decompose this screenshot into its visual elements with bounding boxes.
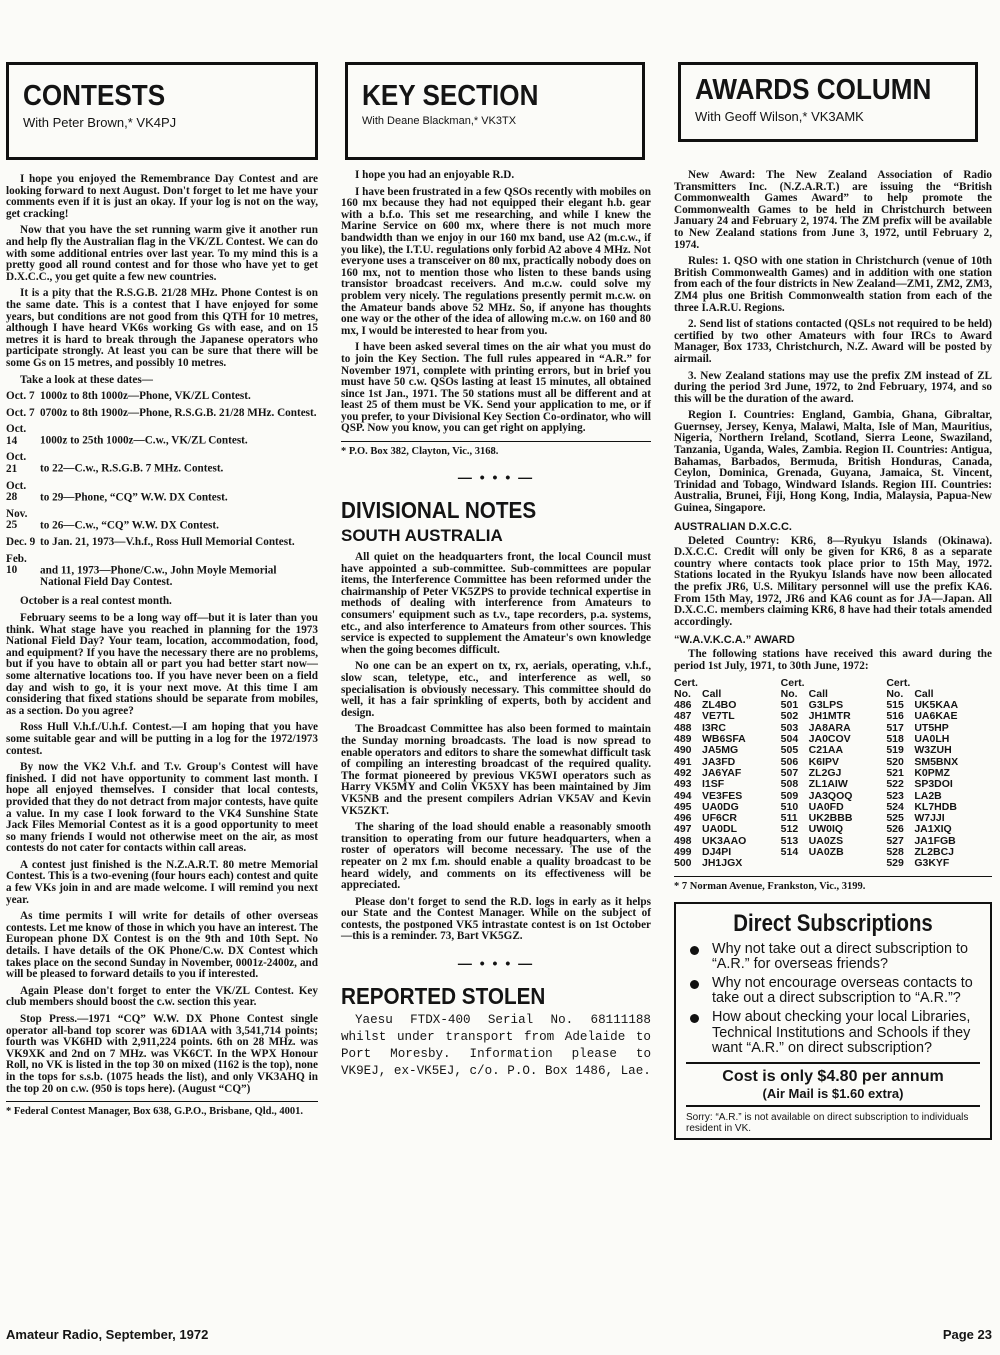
table-row: 499 DJ4PI 514 UA0ZB 528 ZL2BCJ	[674, 846, 955, 859]
page-footer	[6, 1327, 992, 1342]
separator: — • • • —	[457, 955, 535, 972]
table-row: 486 ZL4BO 501 G3LPS 515 UK5KAA	[674, 699, 959, 712]
list-item: Why not encourage overseas contacts to take out a direct subscription to “A.R.”?	[686, 976, 980, 1006]
key-header-box	[345, 62, 645, 160]
paragraph: The following stations have received this award during the period 1st July, 1971, to 30th June, 1972:	[674, 648, 992, 672]
table-row: 490 JA5MG 505 C21AA 519 W3ZUH	[674, 744, 952, 757]
paragraph: I hope you enjoyed the Remembrance Day Contest and are looking forward to next August. Don't forget to let me have your comments even if it is just an okay. If your log is not on the way, get cracking!	[6, 173, 318, 220]
stolen-title: REPORTED STOLEN	[341, 983, 546, 1010]
cert-table	[674, 678, 992, 870]
table-row: 488 I3RC 503 JA8ARA 517 UT5HP	[674, 721, 949, 734]
date-entry: Oct. 7 1000z to 8th 1000z—Phone, VK/ZL Contest.	[6, 390, 251, 403]
middle-column	[341, 62, 651, 1085]
date-entry: Nov. 25 to 26—C.w., “CQ” W.W. DX Contest.	[6, 507, 219, 532]
divisional-subtitle: SOUTH AUSTRALIA	[341, 526, 503, 546]
contests-footnote: * Federal Contest Manager, Box 638, G.P.O., Brisbane, Qld., 4001.	[6, 1101, 318, 1117]
awards-column	[674, 62, 992, 1140]
paragraph: No one can be an expert on tx, rx, aerials, operating, v.h.f., slow scan, teletype, etc., and interference as well, so specialisation is obviously necessary. This committee should do well, it has a fair sprinkling of experts, both by accident and design.	[341, 660, 651, 719]
page-number: Page 23	[942, 1327, 992, 1342]
separator: — • • • —	[457, 469, 535, 486]
table-row: 487 VE7TL 502 JH1MTR 516 UA6KAE	[674, 710, 958, 723]
date-entry: Oct. 21 to 22—C.w., R.S.G.B. 7 MHz. Contest.	[6, 451, 224, 476]
table-row: 494 VE3FES 509 JA3QOQ 523 LA2B	[674, 789, 942, 802]
paragraph: February seems to be a long way off—but it is later than you think. What stage have you reached in planning for the 1973 National Field Day? Your team, location, accommodation, food, and equipment? If you have the necessary there are no problems, but if you have to obtain all or part you had better start now—some alternative locations too. If you have never been on a field day and wish to go, it is your next move. At this time I am considering that fixed stations should be separate from mobiles, as a section. Do you agree?	[6, 612, 318, 717]
sorry-text: Sorry: “A.R.” is not available on direct subscription to individuals resident in VK.	[686, 1112, 969, 1135]
bullet-icon	[690, 946, 699, 955]
table-row: 493 I1SF 508 ZL1AIW 522 SP3DOI	[674, 778, 953, 791]
paragraph: New Award: The New Zealand Association of Radio Transmitters Inc. (N.Z.A.R.T.) are issuing the “British Commonwealth Games Award” to help promote the Commonwealth Games to be held in Christchurch between January 24 and February 2, 1974. The ZM prefix will be available to New Zealand stations from June 3, 1972, until February 2, 1974.	[674, 169, 992, 251]
stolen-text: Yaesu FTDX-400 Serial No. 68111188 whilst under transport from Adelaide to Port Moresby. Information please to VK9EJ, ex-VK5EJ, c/o. P.O. Box 1486, Lae.	[341, 1013, 651, 1079]
paragraph: I have been asked several times on the air what you must do to join the Key Section. The full rules appeared in “A.R.” for November 1971, complete with printing errors, but in brief you must have 50 c.w. QSOs lasting at least 15 minutes, all obtained since 1st Jan., 1971. The 50 stations must all be different and at least 25 of them must be VK. Send your application to me, or if you prefer, to your Divisional Key Section Co-ordinator, who will QSP. Now you know, you can get right on applying.	[341, 341, 651, 435]
bullet-icon	[690, 980, 699, 989]
paragraph: By now the VK2 V.h.f. and T.v. Group's Contest will have finished. I did not have opportunity to comment last month. I hope all enjoyed themselves. I consider that local contests, provided that they do not detract from major contests, have quite a value. In my case I look forward to the VK4 Sunshine State Jack Files Memorial Contest as it is a good opportunity to meet so many friends I would not otherwise meet on the air, as most contests do not cater for contacts within call areas.	[6, 761, 318, 855]
wavkca-heading: “W.A.V.K.C.A.” AWARD	[674, 634, 795, 647]
dxcc-heading: AUSTRALIAN D.X.C.C.	[674, 520, 792, 533]
paragraph: Region I. Countries: England, Gambia, Ghana, Gibraltar, Guernsey, Jersey, Kenya, Malawi, Malta, Isle of Man, Mauritius, Nigeria, Northern Ireland, Scotland, Sierra Leone, Swaziland, Tanzania, Uganda, Wales, Zambia. Region II. Countries: Antigua, Bahamas, Barbados, Bermuda, British Honduras, Canada, Ceylon, Dominica, Grenada, Guyana, Jamaica, St. Vincent, Trinidad and Tobago, Windward Islands. Region III. Countries: Australia, Brunei, Fiji, Hong Kong, India, Malaysia, Papua-New Guinea, Singapore.	[674, 409, 992, 515]
paragraph: A contest just finished is the N.Z.A.R.T. 80 metre Memorial Contest. This is a two-evening (four hours each) contest and quite a few VKs join in and are made welcome. I will remind you next year.	[6, 858, 318, 906]
table-row: 500 JH1JGX 529 G3KYF	[674, 857, 950, 870]
awards-footnote: * 7 Norman Avenue, Frankston, Vic., 3199.	[674, 876, 992, 892]
paragraph: Take a look at these dates—	[20, 373, 153, 386]
subscriptions-box	[674, 902, 992, 1140]
date-entry: Oct. 7 0700z to 8th 1900z—Phone, R.S.G.B. 21/28 MHz. Contest.	[6, 406, 317, 419]
paragraph: Please don't forget to send the R.D. logs in early as it helps our State and the Contest Manager. While on the subject of contests, the postponed VK5 intrastate contest is on 1st October—this is a reminder. 73, Bart VK5GZ.	[341, 895, 651, 943]
awards-byline: With Geoff Wilson,* VK3AMK	[695, 109, 864, 124]
list-item: Why not take out a direct subscription to “A.R.” for overseas friends?	[686, 942, 980, 972]
awards-title: AWARDS COLUMN	[695, 74, 932, 106]
paragraph: October is a real contest month.	[20, 595, 172, 608]
cost-box	[686, 1062, 980, 1107]
table-row: 496 UF6CR 511 UK2BBB 525 W7JJI	[674, 812, 945, 825]
paragraph: Again Please don't forget to enter the VK/ZL Contest. Key club members should boost the c.w. section this year.	[6, 984, 318, 1009]
date-entry: Oct. 14 1000z to 25th 1000z—C.w., VK/ZL Contest.	[6, 423, 248, 447]
key-title: KEY SECTION	[362, 80, 539, 112]
bullet-icon	[690, 1014, 699, 1023]
cost-text: Cost is only $4.80 per annum	[722, 1068, 944, 1086]
paragraph: As time permits I will write for details of other overseas contests. Let me know of those in which you have an interest. The European phone DX Contest is on the 9th and 10th Sept. No details. I have details of the OK Phone/C.w. DX Contest which takes place on the second Sunday in November, 0001z-2400z, and will be pleased to forward details to you if interested.	[6, 910, 318, 981]
paragraph: It is a pity that the R.S.G.B. 21/28 MHz. Phone Contest is on the same date. This is a contest that I have enjoyed for some years, but conditions are not good from this QTH for 10 metres, although I have heard VK6s working Gs with ease, and on 15 metres it is hard to break through the Japanese operators who participate strongly. At least you can be sure that there will be some Gs on 15 metres, and possibly 10 metres.	[6, 287, 318, 369]
paragraph: Stop Press.—1971 “CQ” W.W. DX Phone Contest single operator all-band top scorer was 6D1AA with 3,541,714 points; fourth was VK6HD with 2,911,224 points. 6th on 28 MHz. was VK9XK and 2nd on 7 MHz. was VK6CT. In the WPX Honour Roll, no VK is listed in the top 30 on mixed (1162 is the top), none in the tops for s.s.b. (1075 heads the list), and only VK3AHQ in the top 20 on c.w. (950 is tops here). (August “CQ”)	[6, 1013, 318, 1095]
paragraph: The Broadcast Committee has also been formed to maintain the Sunday morning broadcasts. The load is now spread to enable operators and editors to share the somewhat difficult task of compiling an interesting broadcast of the required quality. The format pioneered by previous VK5WI operators such as Harry VK5MY and Colin VK5XY has been maintained by Jim VK5NB and the present compilers Adrian VK5AV and Kevin VK5ZKT.	[341, 723, 651, 817]
subscriptions-title: Direct Subscriptions	[733, 909, 933, 937]
key-footnote: * P.O. Box 382, Clayton, Vic., 3168.	[341, 441, 651, 457]
table-header-row: No. Call No. Call No. Call	[674, 687, 934, 700]
key-byline: With Deane Blackman,* VK3TX	[362, 115, 517, 127]
contests-byline: With Peter Brown,* VK4PJ	[23, 115, 177, 130]
awards-header-box	[678, 62, 978, 142]
paragraph: The sharing of the load should enable a reasonably smooth transition to operating from our future headquarters, when a roster of operators will become necessary. The use of the repeater on 2 mx f.m. should enable a quality broadcast to be heard widely, and comments on its effectiveness will be appreciated.	[341, 821, 651, 892]
divisional-title: DIVISIONAL NOTES	[341, 497, 537, 524]
table-row: 489 WB6SFA 504 JA0COV 518 UA0LH	[674, 733, 950, 746]
footer-publication: Amateur Radio, September, 1972	[6, 1327, 209, 1342]
table-row: 498 UK3AAO 513 UA0ZS 527 JA1FGB	[674, 834, 956, 847]
table-header-row: Cert. Cert. Cert.	[674, 676, 911, 689]
contests-column	[6, 62, 318, 1117]
paragraph: Now that you have the set running warm give it another run and help fly the Australian flag in the VK/ZL Contest. We can do with some additional entries over last year. To my mind this is a pretty good all round contest and for those who have yet to get D.X.C.C., you get quite a few new countries.	[6, 224, 318, 283]
date-entry: Dec. 9 to Jan. 21, 1973—V.h.f., Ross Hull Memorial Contest.	[6, 536, 295, 549]
paragraph: Deleted Country: KR6, 8—Ryukyu Islands (Okinawa). D.X.C.C. Credit will only be given for KR6, 8 as a separate country where contacts took place prior to 15th May, 1972. Stations located in the Ryukyu Islands have now been allocated the prefix JR6, U.S. Military personnel will use the prefix KA6. From 15th May, 1972, JR6 and KA6 count as for JA—Japan. All D.X.C.C. members claiming KR6, 8 have had their totals amended accordingly.	[674, 534, 992, 628]
contests-title: CONTESTS	[23, 80, 166, 112]
date-entry: Oct. 28 to 29—Phone, “CQ” W.W. DX Contest.	[6, 479, 228, 504]
table-row: 491 JA3FD 506 K6IPV 520 SM5BNX	[674, 755, 959, 768]
paragraph: I have been frustrated in a few QSOs recently with mobiles on 160 mx because they had not equipped their elegant h.b. gear with a b.f.o. This set me researching, and while I knew the Marine Service on 600 mx, where there is not much more bandwidth than we enjoy in our 160 mx band, use A2 (m.c.w., if you like), the I.T.U. regulations only forbid A2 above 4 MHz. Not everyone uses a transceiver on 80 mx, practically nobody does on 160 mx, not to mention those who listen to these bands using transistor broadcast receivers. And m.c.w. could solve my problem very nicely. The regulations presently permit m.c.w. on the Amateur bands above 52 MHz. So, if anyone has thoughts one way or the other of the idea of allowing m.c.w. on 160 and 80 mx, I would be interested to hear from you.	[341, 185, 651, 337]
list-item: How about checking your local Libraries, Technical Institutions and Schools if they want “A.R.” on direct subscription?	[686, 1010, 980, 1056]
paragraph: I hope you had an enjoyable R.D.	[355, 169, 515, 181]
table-row: 495 UA0DG 510 UA0FD 524 KL7HDB	[674, 800, 957, 813]
paragraph: 2. Send list of stations contacted (QSLs not required to be held) certified by two other Amateurs with four IRCs to Award Manager, Box 1733, Christchurch, N.Z. Award will be posted by airmail.	[674, 318, 992, 365]
table-row: 497 UA0DL 512 UW0IQ 526 JA1XIQ	[674, 823, 952, 836]
contests-header-box	[6, 62, 318, 160]
airmail-text: (Air Mail is $1.60 extra)	[762, 1086, 904, 1102]
paragraph: Rules: 1. QSO with one station in Christchurch (venue of 10th British Commonwealth Games) and in addition with one station from each of the four districts in New Zealand—ZM1, ZM2, ZM3, ZM4 plus one British Commonwealth station from each of the three I.A.R.U. Regions.	[674, 255, 992, 314]
paragraph: All quiet on the headquarters front, the local Council must have appointed a sub-committee. Sub-committees are popular items, the Interference Committee has been reformed under the chairmanship of Peter VK5ZPS to provide technical expertise in methods of dealing with interference from Amateurs to consumers' equipment such as t.v., tape recorders, p.a. systems, etc., and also interference to Amateurs from other sources. This service is expected to supplement the Amateur's own knowledge when the going becomes difficult.	[341, 551, 651, 656]
paragraph: Ross Hull V.h.f./U.h.f. Contest.—I am hoping that you have some suitable gear and will be putting in a log for the 1972/1973 contest.	[6, 721, 318, 757]
paragraph: 3. New Zealand stations may use the prefix ZM instead of ZL during the period 3rd June, 1972, to 2nd February, 1974, and so this will be the duration of the award.	[674, 369, 992, 405]
table-row: 492 JA6YAF 507 ZL2GJ 521 K0PMZ	[674, 766, 950, 779]
stolen-section	[341, 983, 651, 1080]
date-entry: Feb. 10 and 11, 1973—Phone/C.w., John Moyle Memorial National Field Day Contest.	[6, 552, 277, 588]
